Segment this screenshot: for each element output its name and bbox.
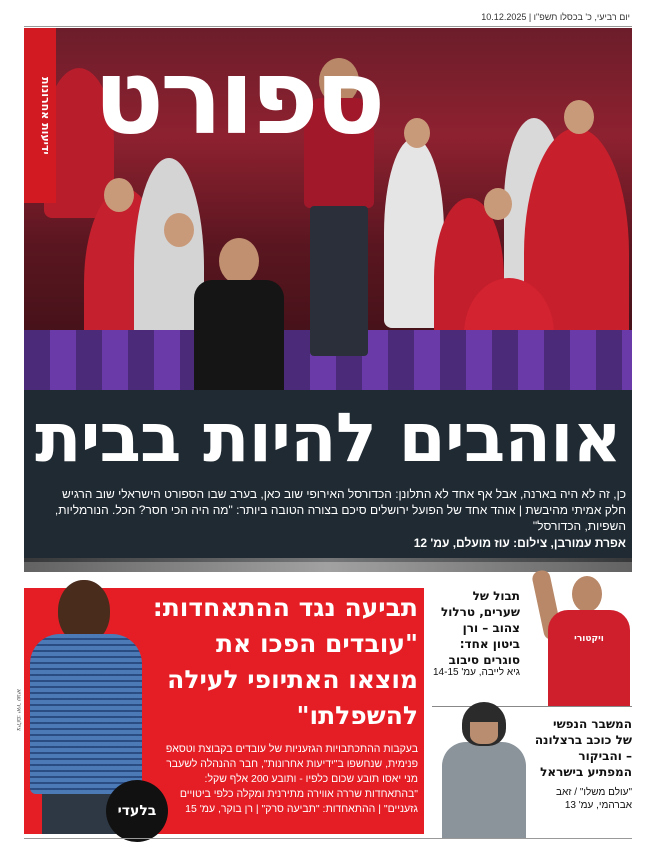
main-lead: כן, זה לא היה בארנה, אבל אף אחד לא התלונן: הכדורסל האירופי שוב כאן, בערב שבו הספורט הישראלי שוב הרגיש חלק אמיתי מהיבשת | אוהד אחד של הפועל ירושלים סיכם בצורה הטובה ביותר: "מה היה הכי חסר? הכל. הנורמליות, השפיות, הכדורסל" [54, 487, 626, 533]
red-story-body: בעקבות ההתכתבויות הגזעניות של עובדים בקבוצת וטסאפ פנימית, שנחשפו ב"ידיעות אחרונות", חבר ההנהלה לשעבר מני יאסו תובע שכום כלפיו - ותובע 200 אלף שקל: "בהתאחדות שררה אווירה מתירנית ומקלה כלפי ביטויים גזעניים" | ההתאחדות: "תביעה סרק" | רן בוקר, עמ' 15 [165, 743, 418, 815]
dateline: יום רביעי, כ' בכסלו תשפ"ו | 10.12.2025 [481, 12, 630, 22]
red-story-title[interactable]: תביעה נגד ההתאחדות: "עובדים הפכו את מוצאו האתיופי לעילה להשפלתו" [152, 593, 418, 730]
brand-strip-label: ידיעות אחרונות [39, 77, 52, 155]
main-headline[interactable]: אוהבים להיות בבית [35, 399, 621, 478]
story-top-right-title[interactable]: תבול של שערים, טרלול צהוב – ורן ביטון אחד: סוגרים סיבוב [441, 589, 520, 667]
exclusive-badge: בלעדי [106, 780, 168, 842]
top-rule [24, 26, 632, 27]
player-photo [524, 570, 632, 706]
story-bottom-right-credit: "עולם משלו" / זאב אברהמי, עמ' 13 [556, 787, 632, 811]
masthead: ספורט [93, 36, 382, 158]
hooded-player-photo [436, 700, 532, 838]
story-bottom-right-title[interactable]: המשבר הנפשי של כוכב ברצלונה – והביקור המפתיע בישראל [534, 717, 632, 779]
bottom-rule [24, 838, 632, 839]
photo-credit-side: צילום: יאיר שגיא [15, 689, 22, 731]
black-shirt-fan [189, 238, 289, 390]
jersey-sponsor: ויקטורי [574, 634, 604, 644]
brand-strip [24, 28, 56, 203]
main-byline: אפרת עמורבן, צילום: עוז מועלם, עמ' 12 [413, 536, 626, 550]
story-top-right-credit: גיא לייבה, עמ' 14-15 [432, 667, 520, 678]
